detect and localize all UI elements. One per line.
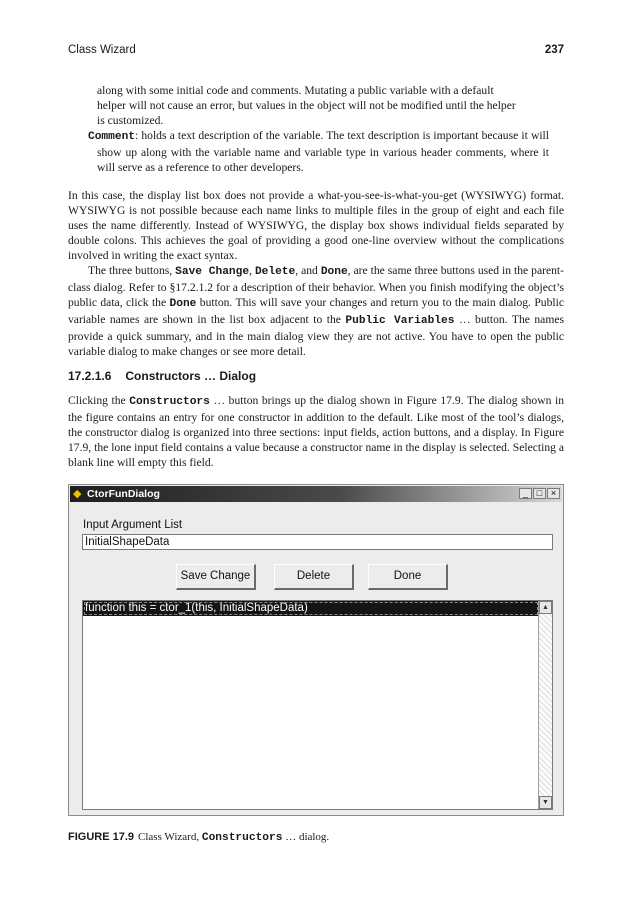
continued-item-text	[97, 83, 549, 128]
paragraph-constructors: Clicking the Constructors … button brings up the dialog shown in Figure 17.9. The dialog shown in the figure contains an entry for one constructor in addition to the default. Like most of the tool’s dialogs, the constructor dialog is organized into three sections: input fields, action buttons, and a display. In Figure 17.9, the lone input field contains a value because a constructor name in the display is selected. Selecting a blank line will empty this field.	[68, 394, 564, 469]
scroll-up-icon[interactable]: ▲	[539, 601, 552, 614]
figure-caption: FIGURE 17.9 Class Wizard, Constructors … dialog.	[68, 831, 330, 844]
done-button[interactable]: Done	[368, 564, 448, 590]
maximize-button[interactable]: □	[533, 488, 546, 499]
save-change-button[interactable]: Save Change	[176, 564, 256, 590]
list-scrollbar[interactable]	[538, 601, 552, 809]
constructor-list-box[interactable]	[82, 600, 553, 810]
text-line: helper will not cause an error, but values in the object will not be modified until the helper	[97, 99, 516, 112]
code-done: Done	[320, 266, 348, 278]
scroll-down-icon[interactable]: ▼	[539, 796, 552, 809]
input-argument-label: Input Argument List	[83, 519, 183, 531]
comment-item	[88, 128, 549, 175]
code-public-variables: Public Variables	[345, 315, 455, 327]
figure-label: FIGURE 17.9	[68, 831, 135, 843]
running-head	[68, 44, 564, 62]
paragraph-wysiwyg: In this case, the display list box does not provide a what-you-see-is-what-you-get (WYSIWYG) format. WYSIWYG is not possible because each name links to multiple files in the group of eight and each file uses the name differently. Instead of WYSIWYG, the display box shows individual fields separated by double colons. This achieves the goal of providing a good one-line overview without the complications involved in writing the exact syntax.	[68, 189, 564, 262]
close-button[interactable]: ×	[547, 488, 560, 499]
body-text	[68, 188, 564, 359]
dialog-titlebar[interactable]	[70, 486, 562, 502]
code-done-2: Done	[169, 298, 197, 310]
body-text-2	[68, 393, 564, 470]
code-save-change: Save Change	[175, 266, 250, 278]
code-constructors: Constructors	[129, 396, 210, 408]
matlab-icon: ◆	[73, 488, 82, 500]
section-number: 17.2.1.6	[68, 369, 112, 383]
delete-button[interactable]: Delete	[274, 564, 354, 590]
text-line: is customized.	[97, 114, 164, 127]
running-head-title: Class Wizard	[68, 44, 136, 56]
list-item[interactable]: function this = ctor_1(this, InitialShapeData)	[83, 601, 539, 616]
comment-term: Comment	[88, 131, 135, 143]
ctor-fun-dialog	[68, 484, 564, 816]
paragraph-buttons: The three buttons, Save Change, Delete, and Done, are the same three buttons used in the parent-class dialog. Refer to §17.2.1.2 for a description of their behavior. When you finish modifying the object’s public data, click the Done button. This will save your changes and return you to the main dialog. Public variable names are shown in the list box adjacent to the Public Variables … button. The names provide a quick summary, and in the main dialog view they are not active. You have to open the public variable dialog to make changes or see more detail.	[68, 264, 565, 358]
text-line: along with some initial code and comments. Mutating a public variable with a default	[97, 84, 494, 97]
minimize-button[interactable]: _	[519, 488, 532, 499]
input-argument-field[interactable]: InitialShapeData	[82, 534, 553, 550]
comment-description: : holds a text description of the variable. The text description is important because it will show up along with the variable name and variable type in various header comments, where it will serve as a reference to other developers.	[97, 129, 549, 174]
dialog-title: CtorFunDialog	[87, 488, 160, 500]
section-heading	[68, 369, 256, 383]
caption-code: Constructors	[201, 832, 283, 844]
code-delete: Delete	[254, 266, 296, 278]
page-number: 237	[544, 44, 564, 56]
section-title: Constructors … Dialog	[125, 369, 257, 383]
